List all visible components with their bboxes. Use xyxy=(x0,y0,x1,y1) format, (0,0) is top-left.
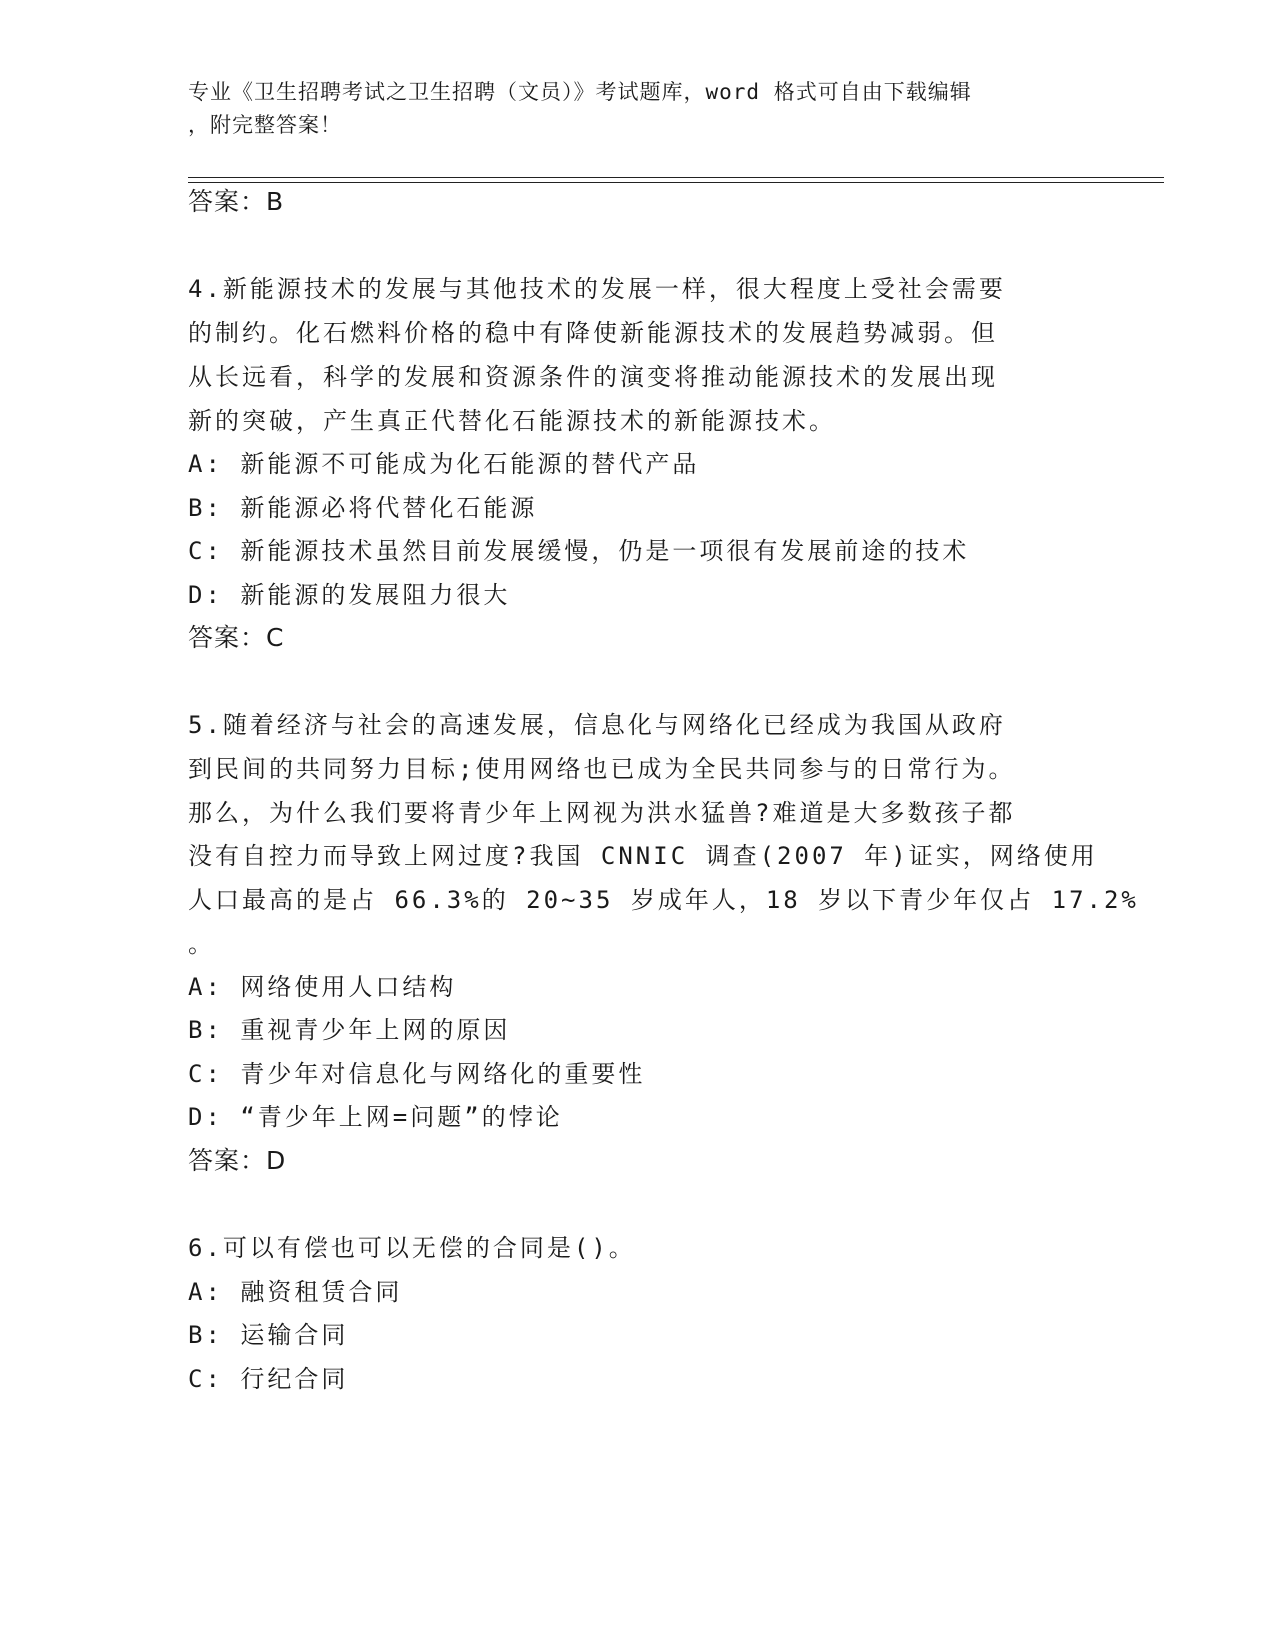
question-4-line-1: 4.新能源技术的发展与其他技术的发展一样，很大程度上受社会需要 xyxy=(188,275,1006,303)
header-divider-top xyxy=(188,177,1164,178)
question-5-option-d: D: “青少年上网=问题”的悖论 xyxy=(188,1103,563,1131)
question-5-answer: 答案：D xyxy=(188,1146,287,1175)
question-5-option-a: A: 网络使用人口结构 xyxy=(188,973,457,1001)
header-divider-bottom xyxy=(188,182,1164,183)
question-4-line-2: 的制约。化石燃料价格的稳中有降使新能源技术的发展趋势减弱。但 xyxy=(188,319,998,347)
question-6-option-c: C: 行纪合同 xyxy=(188,1365,349,1393)
question-5-line-4: 没有自控力而导致上网过度?我国 CNNIC 调查(2007 年)证实，网络使用 xyxy=(188,842,1098,870)
question-5-line-1: 5.随着经济与社会的高速发展，信息化与网络化已经成为我国从政府 xyxy=(188,711,1006,739)
question-6-line-1: 6.可以有偿也可以无偿的合同是()。 xyxy=(188,1234,636,1262)
header-line-2: ，附完整答案！ xyxy=(188,113,342,137)
question-4-option-b: B: 新能源必将代替化石能源 xyxy=(188,494,538,522)
header-line-1: 专业《卫生招聘考试之卫生招聘（文员）》考试题库，word 格式可自由下载编辑 xyxy=(188,80,972,104)
question-5-line-5: 人口最高的是占 66.3%的 20~35 岁成年人，18 岁以下青少年仅占 17.2% xyxy=(188,886,1139,914)
page-header xyxy=(188,76,1088,142)
question-4-option-c: C: 新能源技术虽然目前发展缓慢，仍是一项很有发展前途的技术 xyxy=(188,537,970,565)
question-5-line-3: 那么，为什么我们要将青少年上网视为洪水猛兽?难道是大多数孩子都 xyxy=(188,799,1016,827)
question-4-line-3: 从长远看，科学的发展和资源条件的演变将推动能源技术的发展出现 xyxy=(188,363,998,391)
question-6-option-b: B: 运输合同 xyxy=(188,1321,349,1349)
question-5-option-b: B: 重视青少年上网的原因 xyxy=(188,1016,511,1044)
question-4-line-4: 新的突破，产生真正代替化石能源技术的新能源技术。 xyxy=(188,407,836,435)
question-5-line-6: 。 xyxy=(188,930,215,958)
question-6-option-a: A: 融资租赁合同 xyxy=(188,1278,403,1306)
question-4-option-d: D: 新能源的发展阻力很大 xyxy=(188,581,511,609)
answer-3: 答案：B xyxy=(188,187,285,216)
question-5-option-c: C: 青少年对信息化与网络化的重要性 xyxy=(188,1060,646,1088)
question-4-answer: 答案：C xyxy=(188,623,285,652)
question-4-option-a: A: 新能源不可能成为化石能源的替代产品 xyxy=(188,450,700,478)
question-5-line-2: 到民间的共同努力目标;使用网络也已成为全民共同参与的日常行为。 xyxy=(188,755,1016,783)
